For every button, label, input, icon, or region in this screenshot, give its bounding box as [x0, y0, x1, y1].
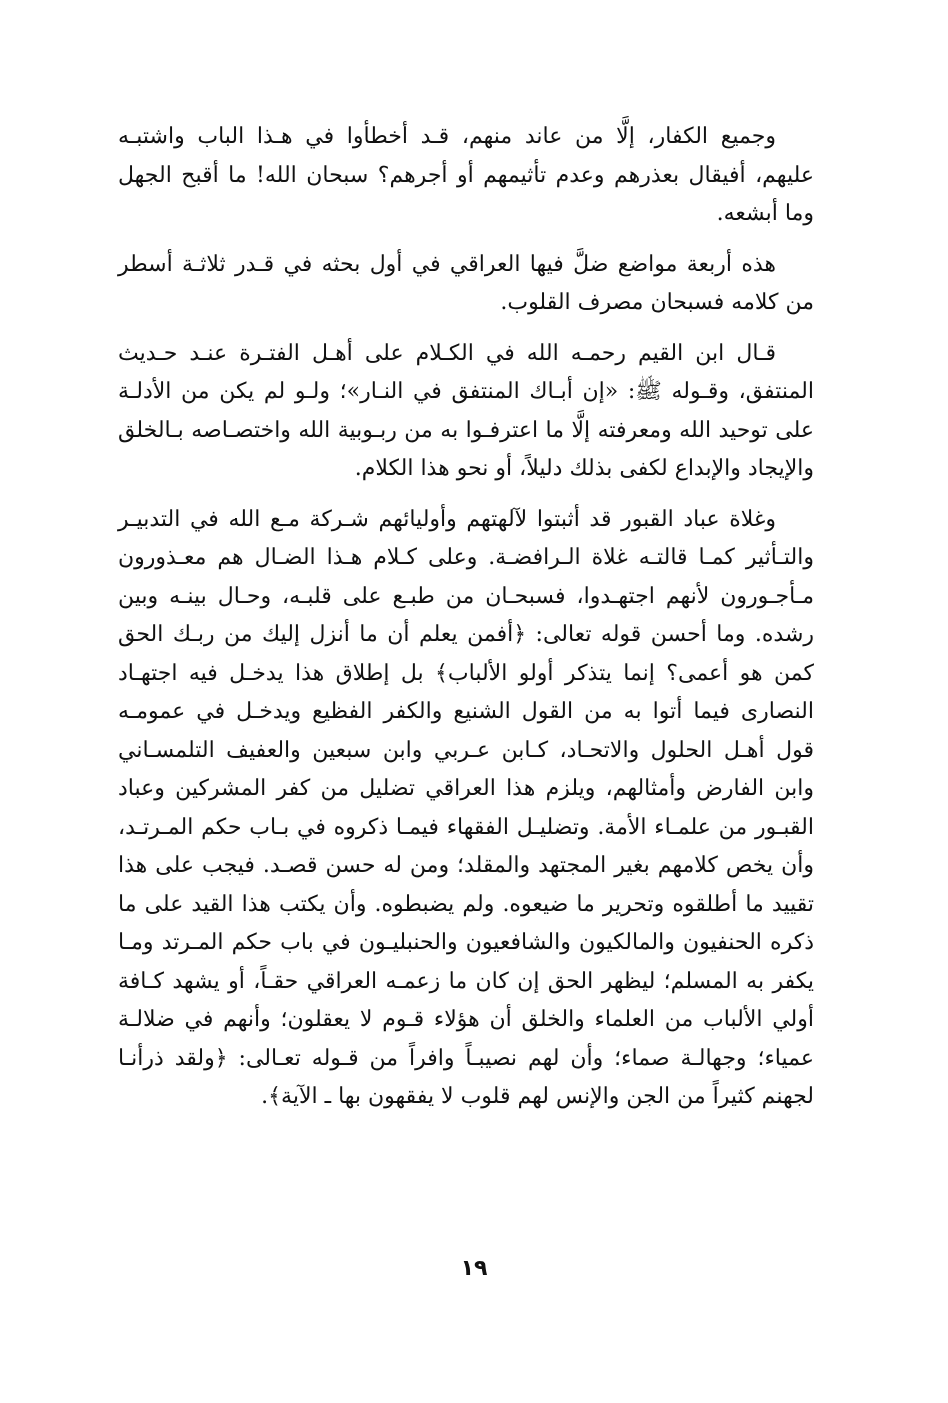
document-page [118, 118, 814, 1117]
paragraph-2: هذه أربعة مواضع ضلَّ فيها العراقي في أول بحثه في قـدر ثلاثـة أسطر من كلامه فسبحان مصرف القلوب. [118, 251, 814, 315]
paragraph-3: قـال ابن القيم رحمـه الله في الكـلام على أهـل الفتـرة عنـد حـديث المنتفق، وقـوله ﷺ: «إن أبـاك المنتفق في النـار»؛ ولـو لم يكن من الأدلـة على توحيد الله ومعرفته إلَّا ما اعترفـوا به من ربـوبية الله واختصـاصه بـالخلق والإيجاد والإبداع لكفى بذلك دليلاً، أو نحو هذا الكلام. [118, 340, 814, 481]
paragraph-4: وغلاة عباد القبور قد أثبتوا لآلهتهم وأوليائهم شـركة مـع الله في التدبيـر والتـأثير كمـا قالتـه غلاة الـرافضـة. وعلى كـلام هـذا الضـال هم معـذورون مـأجـورون لأنهم اجتهـدوا، فسبحـان من طبـع على قلبـه، وحـال بينـه وبين رشده. وما أحسن قوله تعالى: ﴿أفمن يعلم أن ما أنزل إليك من ربـك الحق كمن هو أعمى؟ إنما يتذكر أولو الألباب﴾ بل إطلاق هذا يدخـل فيه اجتهـاد النصارى فيما أتوا به من القول الشنيع والكفر الفظيع ويدخـل في عمومـه قول أهـل الحلول والاتحـاد، كـابن عـربي وابن سبعين والعفيف التلمسـاني وابن الفارض وأمثالهم، ويلزم هذا العراقي تضليل من كفر المشركين وعباد القبـور من علمـاء الأمة. وتضليـل الفقهاء فيمـا ذكروه في بـاب حكم المـرتـد، وأن يخص كلامهم بغير المجتهد والمقلد؛ ومن له حسن قصـد. فيجب على هذا تقييد ما أطلقوه وتحرير ما ضيعوه. ولم يضبطوه. وأن يكتب هذا القيد على ما ذكره الحنفيون والمالكيون والشافعيون والحنبليـون في باب حكم المـرتد ومـا يكفر به المسلم؛ ليظهر الحق إن كان ما زعمـه العراقي حقـاً، أو يشهد كـافة أولي الألباب من العلماء والخلق أن هؤلاء قـوم لا يعقلون؛ وأنهم في ضلالـة عمياء؛ وجهالـة صماء؛ وأن لهم نصيبـاً وافراً من قـوله تعـالى: ﴿ولقد ذرأنـا لجهنم كثيراً من الجن والإنس لهم قلوب لا يفقهون بها ـ الآية﴾. [118, 506, 815, 1109]
paragraph-1: وجميع الكفار، إلَّا من عاند منهم، قـد أخطأوا في هـذا الباب واشتبـه عليهم، أفيقال بعذرهم وعدم تأثيمهم أو أجرهم؟ سبحان الله! ما أقبح الجهل وما أبشعه. [118, 124, 814, 226]
page-number: ١٩ [460, 1256, 488, 1281]
